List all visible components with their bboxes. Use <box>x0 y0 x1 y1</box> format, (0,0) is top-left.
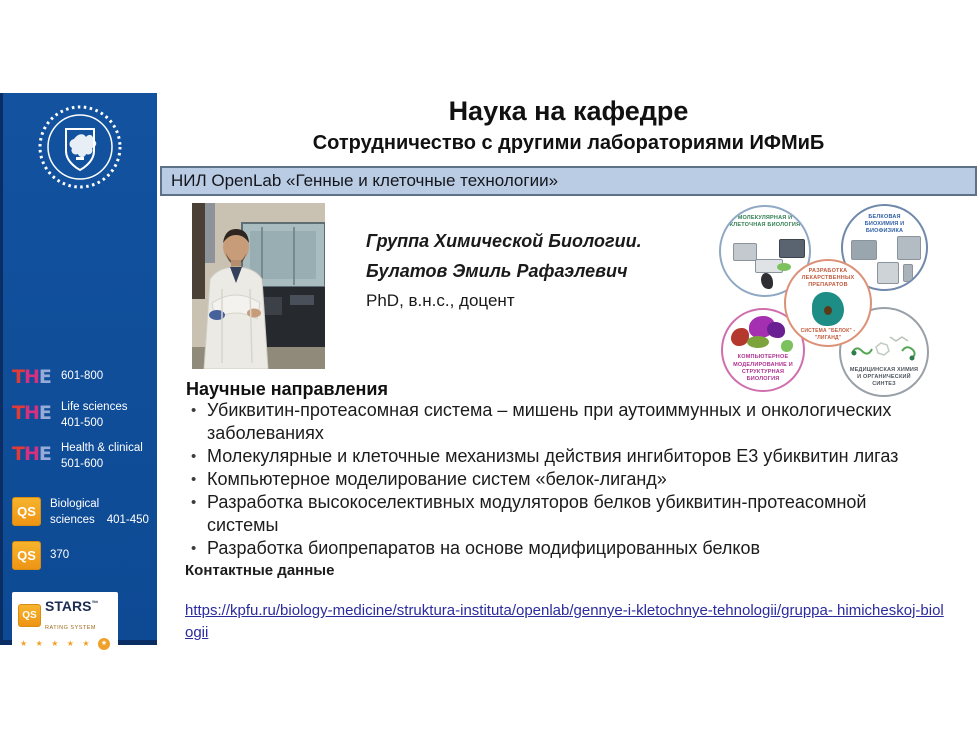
circle-label: БЕЛКОВАЯ БИОХИМИЯ И БИОФИЗИКА <box>864 214 905 235</box>
green-sample-icon <box>777 263 791 271</box>
circle-label: МЕДИЦИНСКАЯ ХИМИЯ И ОРГАНИЧЕСКИЙ СИНТЕЗ <box>849 366 919 387</box>
kfu-emblem-icon <box>34 101 126 193</box>
research-item: • Разработка высокоселективных модуляторов белков убиквитин-протеасомной системы <box>188 491 902 537</box>
diagram-circle-drug-development <box>784 259 872 347</box>
kfu-sidebar <box>0 93 157 648</box>
star-icon: ★ <box>82 638 90 648</box>
research-item: • Компьютерное моделирование систем «белок-лиганд» <box>188 468 902 491</box>
qs-ranking-row <box>12 497 155 532</box>
equipment-icon <box>779 239 805 258</box>
research-item: • Разработка биопрепаратов на основе модифицированных белков <box>188 537 902 560</box>
sidebar-rankings <box>12 359 155 654</box>
scientist-photo-illustration <box>192 203 325 369</box>
protein-model-icon <box>781 340 793 352</box>
the-ranking-row <box>12 400 155 435</box>
protein-structure-icon <box>812 292 844 326</box>
equipment-icon <box>897 236 921 260</box>
qs-stars-badge <box>12 592 118 654</box>
website-link[interactable] <box>185 600 945 644</box>
contact-label: Контактные данные <box>185 562 335 579</box>
website-link-block <box>185 600 945 644</box>
star-icon: ★ <box>35 638 43 648</box>
stars-subtitle: RATING SYSTEM <box>45 624 97 631</box>
page-subtitle: Сотрудничество с другими лабораториями ИФМиБ <box>312 132 825 154</box>
person-info <box>366 231 642 311</box>
scientist-photo <box>192 203 325 369</box>
the-logo-icon: THE <box>12 443 51 465</box>
protein-model-icon <box>767 322 785 338</box>
person-credentials: PhD, в.н.с., доцент <box>366 291 515 310</box>
lab-banner <box>160 166 977 196</box>
equipment-icon <box>877 262 899 284</box>
website-link-line2: himicheskoj-biologii <box>185 602 944 641</box>
circle-label: МОЛЕКУЛЯРНАЯ И КЛЕТОЧНАЯ БИОЛОГИЯ <box>729 215 801 229</box>
qs-logo-icon: QS <box>12 497 41 526</box>
stars-title: STARS™ <box>45 597 99 614</box>
star-circle-icon: ★ <box>98 638 110 650</box>
ranking-label: Health & clinical 501-600 <box>61 442 143 470</box>
the-logo-icon: THE <box>12 402 51 424</box>
collaboration-diagram <box>713 199 971 397</box>
research-list <box>188 399 902 560</box>
circle-label: СИСТЕМА "БЕЛОК" - "ЛИГАНД" <box>800 328 856 341</box>
star-icon: ★ <box>20 638 28 648</box>
the-logo-icon: THE <box>12 365 51 388</box>
person-group-name: Группа Химической Биологии. <box>366 231 642 251</box>
protein-model-icon <box>747 336 769 348</box>
equipment-icon <box>851 240 877 260</box>
ranking-value: 601-800 <box>61 369 104 382</box>
stars-row <box>18 638 112 650</box>
qs-logo-icon: QS <box>12 541 41 570</box>
lab-banner-label: НИЛ OpenLab «Генные и клеточные технологии» <box>171 171 559 190</box>
website-link-line1: https://kpfu.ru/biology-medicine/struktura-instituta/openlab/gennye-i-kletochnye-tehnologii/gruppa- <box>185 602 833 619</box>
ranking-label: Biological sciences 401-450 <box>50 498 149 526</box>
circle-label: КОМПЬЮТЕРНОЕ МОДЕЛИРОВАНИЕ И СТРУКТУРНАЯ БИОЛОГИЯ <box>733 354 793 382</box>
star-icon: ★ <box>51 638 59 648</box>
research-item: • Молекулярные и клеточные механизмы действия ингибиторов E3 убиквитин лигаз <box>188 445 902 468</box>
star-icon: ★ <box>66 638 74 648</box>
equipment-icon <box>733 243 757 261</box>
research-heading: Научные направления <box>186 379 388 399</box>
person-name: Булатов Эмиль Рафаэлевич <box>366 261 628 281</box>
equipment-icon <box>903 264 913 282</box>
research-item: • Убиквитин-протеасомная система – мишень при аутоиммунных и онкологических заболеваниях <box>188 399 902 445</box>
ranking-value: 370 <box>50 548 70 561</box>
the-ranking-row <box>12 441 155 476</box>
qs-logo-icon: QS <box>18 604 41 627</box>
kfu-emblem <box>34 101 126 198</box>
circle-label: РАЗРАБОТКА ЛЕКАРСТВЕННЫХ ПРЕПАРАТОВ <box>801 268 855 289</box>
the-ranking-row <box>12 359 155 394</box>
page-title: Наука на кафедре <box>448 96 689 126</box>
ranking-label: Life sciences 401-500 <box>61 401 128 429</box>
qs-ranking-row <box>12 538 155 573</box>
microscope-icon <box>761 273 773 289</box>
